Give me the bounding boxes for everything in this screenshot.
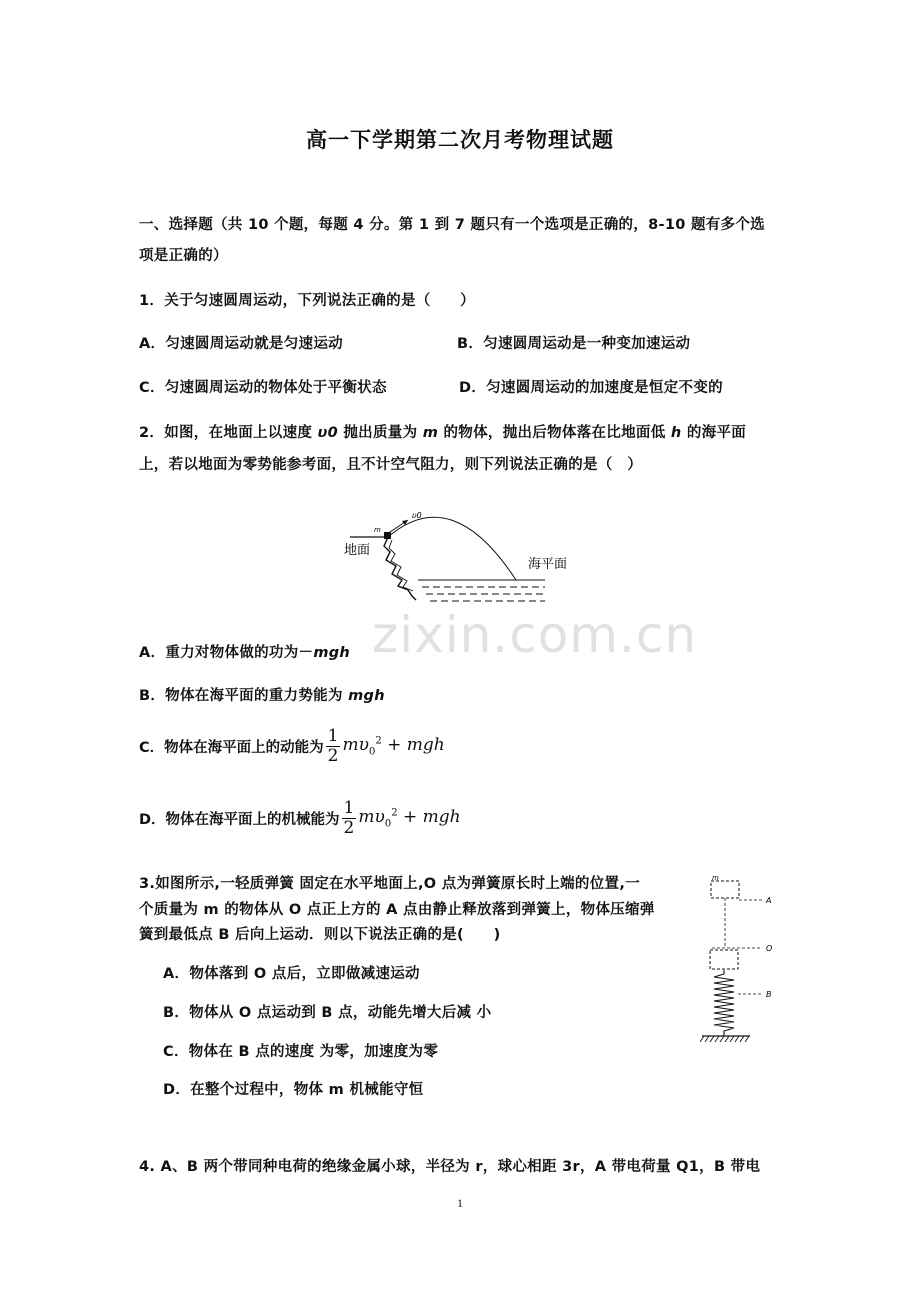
q1-option-b: B．匀速圆周运动是一种变加速运动	[457, 336, 691, 352]
block-at-a	[711, 881, 739, 898]
q2-option-b: B．物体在海平面的重力势能为 mgh	[139, 688, 385, 704]
q2-stem-line2: 上，若以地面为零势能参考面，且不计空气阻力，则下列说法正确的是（ ）	[139, 457, 643, 473]
q2-option-a: A．重力对物体做的功为－mgh	[139, 645, 351, 661]
trajectory	[388, 517, 516, 580]
velocity-label: υ0	[412, 511, 422, 520]
q3-stem-line3: 簧到最低点 B 后向上运动．则以下说法正确的是( )	[139, 927, 501, 943]
q4-stem-line1: 4. A、B 两个带同种电荷的绝缘金属小球，半径为 r，球心相距 3r，A 带电荷量 Q1，B 带电	[139, 1159, 761, 1175]
section-heading-line1: 一、选择题（共 10 个题，每题 4 分。第 1 到 7 题只有一个选项是正确的，8-10 题有多个选	[139, 217, 765, 233]
ground-label: 地面	[344, 543, 371, 558]
projectile-diagram	[340, 500, 580, 612]
level-b-label: B	[766, 990, 772, 999]
page-title: 高一下学期第二次月考物理试题	[306, 128, 614, 152]
spring-m-label: m	[712, 874, 719, 882]
fraction-half: $\frac{1}{2}$	[343, 798, 355, 838]
level-a-label: A	[766, 896, 772, 905]
floor-hatch	[700, 1036, 749, 1042]
q1-option-d: D．匀速圆周运动的加速度是恒定不变的	[459, 380, 723, 396]
q3-option-c: C．物体在 B 点的速度 为零，加速度为零	[163, 1044, 439, 1060]
block-at-o	[710, 950, 738, 969]
spring-coil	[714, 970, 734, 1036]
mass-label: m	[374, 526, 381, 534]
page-number: 1	[457, 1196, 463, 1210]
mass-block	[384, 532, 391, 539]
q2-option-d: D．物体在海平面上的机械能为 $\frac{1}{2}$ $m\upsilon_0^2$ + mgh	[139, 798, 461, 838]
q1-option-a: A．匀速圆周运动就是匀速运动	[139, 336, 343, 352]
q3-option-b: B．物体从 O 点运动到 B 点，动能先增大后减 小	[163, 1005, 492, 1021]
q3-option-a: A．物体落到 O 点后，立即做减速运动	[163, 966, 420, 982]
q1-option-c: C．匀速圆周运动的物体处于平衡状态	[139, 380, 387, 396]
cliff-edge-inner	[389, 540, 413, 591]
q2-stem-line1: 2．如图，在地面上以速度 υ0 抛出质量为 m 的物体，抛出后物体落在比地面低 h 的海平面	[139, 425, 747, 441]
q1-stem: 1．关于匀速圆周运动，下列说法正确的是（ ）	[139, 293, 475, 309]
level-o-label: O	[766, 944, 773, 953]
spring-diagram	[700, 870, 780, 1046]
q3-option-d: D．在整个过程中，物体 m 机械能守恒	[163, 1082, 424, 1098]
watermark: zixin.com.cn	[372, 606, 698, 664]
q2-option-c: C．物体在海平面上的动能为 $\frac{1}{2}$ $m\upsilon_0^2$ + mgh	[139, 726, 445, 766]
q3-stem-line1: 3.如图所示,一轻质弹簧 固定在水平地面上,O 点为弹簧原长时上端的位置,一	[139, 876, 640, 892]
q3-stem-line2: 个质量为 m 的物体从 O 点正上方的 A 点由静止释放落到弹簧上，物体压缩弹	[139, 902, 655, 918]
section-heading-line2: 项是正确的）	[139, 248, 228, 264]
fraction-half: $\frac{1}{2}$	[327, 726, 339, 766]
sea-label: 海平面	[528, 557, 568, 572]
